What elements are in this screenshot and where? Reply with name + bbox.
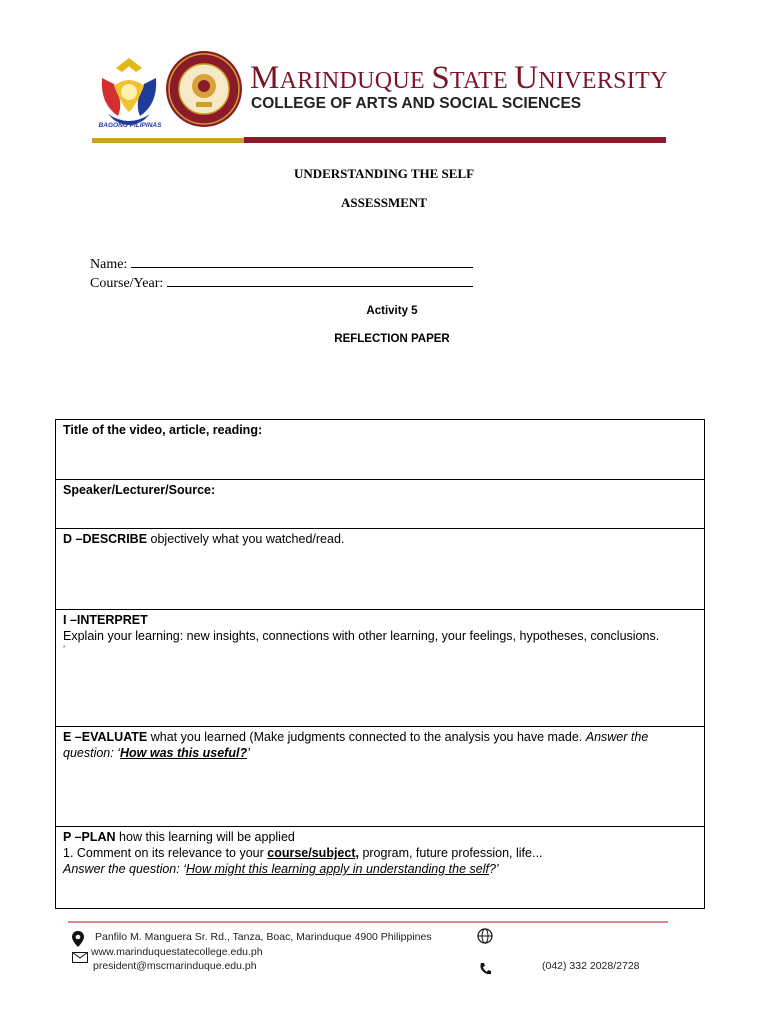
interpret-heading: I –INTERPRET	[63, 613, 148, 627]
footer-email[interactable]: president@mscmarinduque.edu.ph	[93, 960, 257, 972]
document-title: UNDERSTANDING THE SELF	[293, 166, 475, 181]
university-name: MARINDUQUE STATE UNIVERSITY	[250, 60, 668, 96]
table-row-speaker[interactable]	[56, 480, 704, 529]
interpret-mark: ’	[63, 644, 65, 654]
course-year-blank[interactable]	[167, 274, 473, 287]
globe-icon	[477, 928, 493, 949]
activity-number: Activity 5	[366, 305, 418, 317]
plan-question-suffix: ?’	[488, 862, 499, 876]
document-subtitle: ASSESSMENT	[341, 195, 427, 210]
bagong-pilipinas-logo	[94, 54, 164, 134]
bagong-pilipinas-label: BAGONG PILIPINAS	[98, 122, 162, 129]
table-row-title[interactable]	[56, 420, 704, 480]
footer-rule	[68, 921, 668, 923]
describe-heading: D –DESCRIBE	[63, 532, 148, 546]
plan-question-prefix: Answer the question: ‘	[63, 862, 186, 876]
plan-item-1-prefix: 1. Comment on its relevance to your	[63, 846, 268, 860]
footer-phone: (042) 332 2028/2728	[542, 960, 640, 972]
speaker-label: Speaker/Lecturer/Source:	[63, 483, 216, 497]
name-label: Name:	[90, 257, 128, 272]
table-row-describe[interactable]	[56, 529, 704, 610]
plan-text: how this learning will be applied	[115, 830, 295, 844]
table-row-plan[interactable]	[56, 827, 704, 910]
name-blank[interactable]	[131, 255, 473, 268]
header-rule-gold	[92, 138, 244, 143]
evaluate-text: what you learned (Make judgments connected to the analysis you have made.	[147, 730, 586, 744]
phone-icon	[479, 962, 493, 981]
header-rule-maroon	[244, 137, 666, 143]
evaluate-heading: E –EVALUATE	[63, 730, 148, 744]
table-row-evaluate[interactable]	[56, 727, 704, 827]
plan-item-1-emphasis: course/subject,	[267, 846, 359, 860]
name-field[interactable]	[90, 255, 473, 273]
evaluate-question-suffix: ’	[247, 746, 250, 760]
table-row-interpret[interactable]	[56, 610, 704, 727]
mail-icon	[72, 950, 88, 968]
evaluate-question: How was this useful?	[119, 746, 248, 760]
footer-website[interactable]: www.marinduquestatecollege.edu.ph	[91, 946, 263, 958]
course-year-label: Course/Year:	[90, 276, 164, 291]
plan-item-1-suffix: program, future profession, life...	[358, 846, 543, 860]
plan-heading: P –PLAN	[63, 830, 116, 844]
interpret-text: Explain your learning: new insights, connections with other learning, your feelings, hypotheses, conclusions.	[63, 629, 660, 643]
evaluate-question-prefix: Answer the question: ‘	[63, 730, 649, 760]
reflection-table	[55, 419, 705, 909]
footer-address: Panfilo M. Manguera Sr. Rd., Tanza, Boac, Marinduque 4900 Philippines	[95, 931, 432, 943]
describe-text: objectively what you watched/read.	[147, 532, 345, 546]
plan-question: How might this learning apply in understanding the self	[186, 862, 489, 876]
reflection-heading: REFLECTION PAPER	[334, 333, 450, 345]
university-seal	[165, 50, 243, 128]
college-name: COLLEGE OF ARTS AND SOCIAL SCIENCES	[251, 95, 582, 112]
course-year-field[interactable]	[90, 274, 473, 292]
title-label: Title of the video, article, reading:	[63, 423, 263, 437]
